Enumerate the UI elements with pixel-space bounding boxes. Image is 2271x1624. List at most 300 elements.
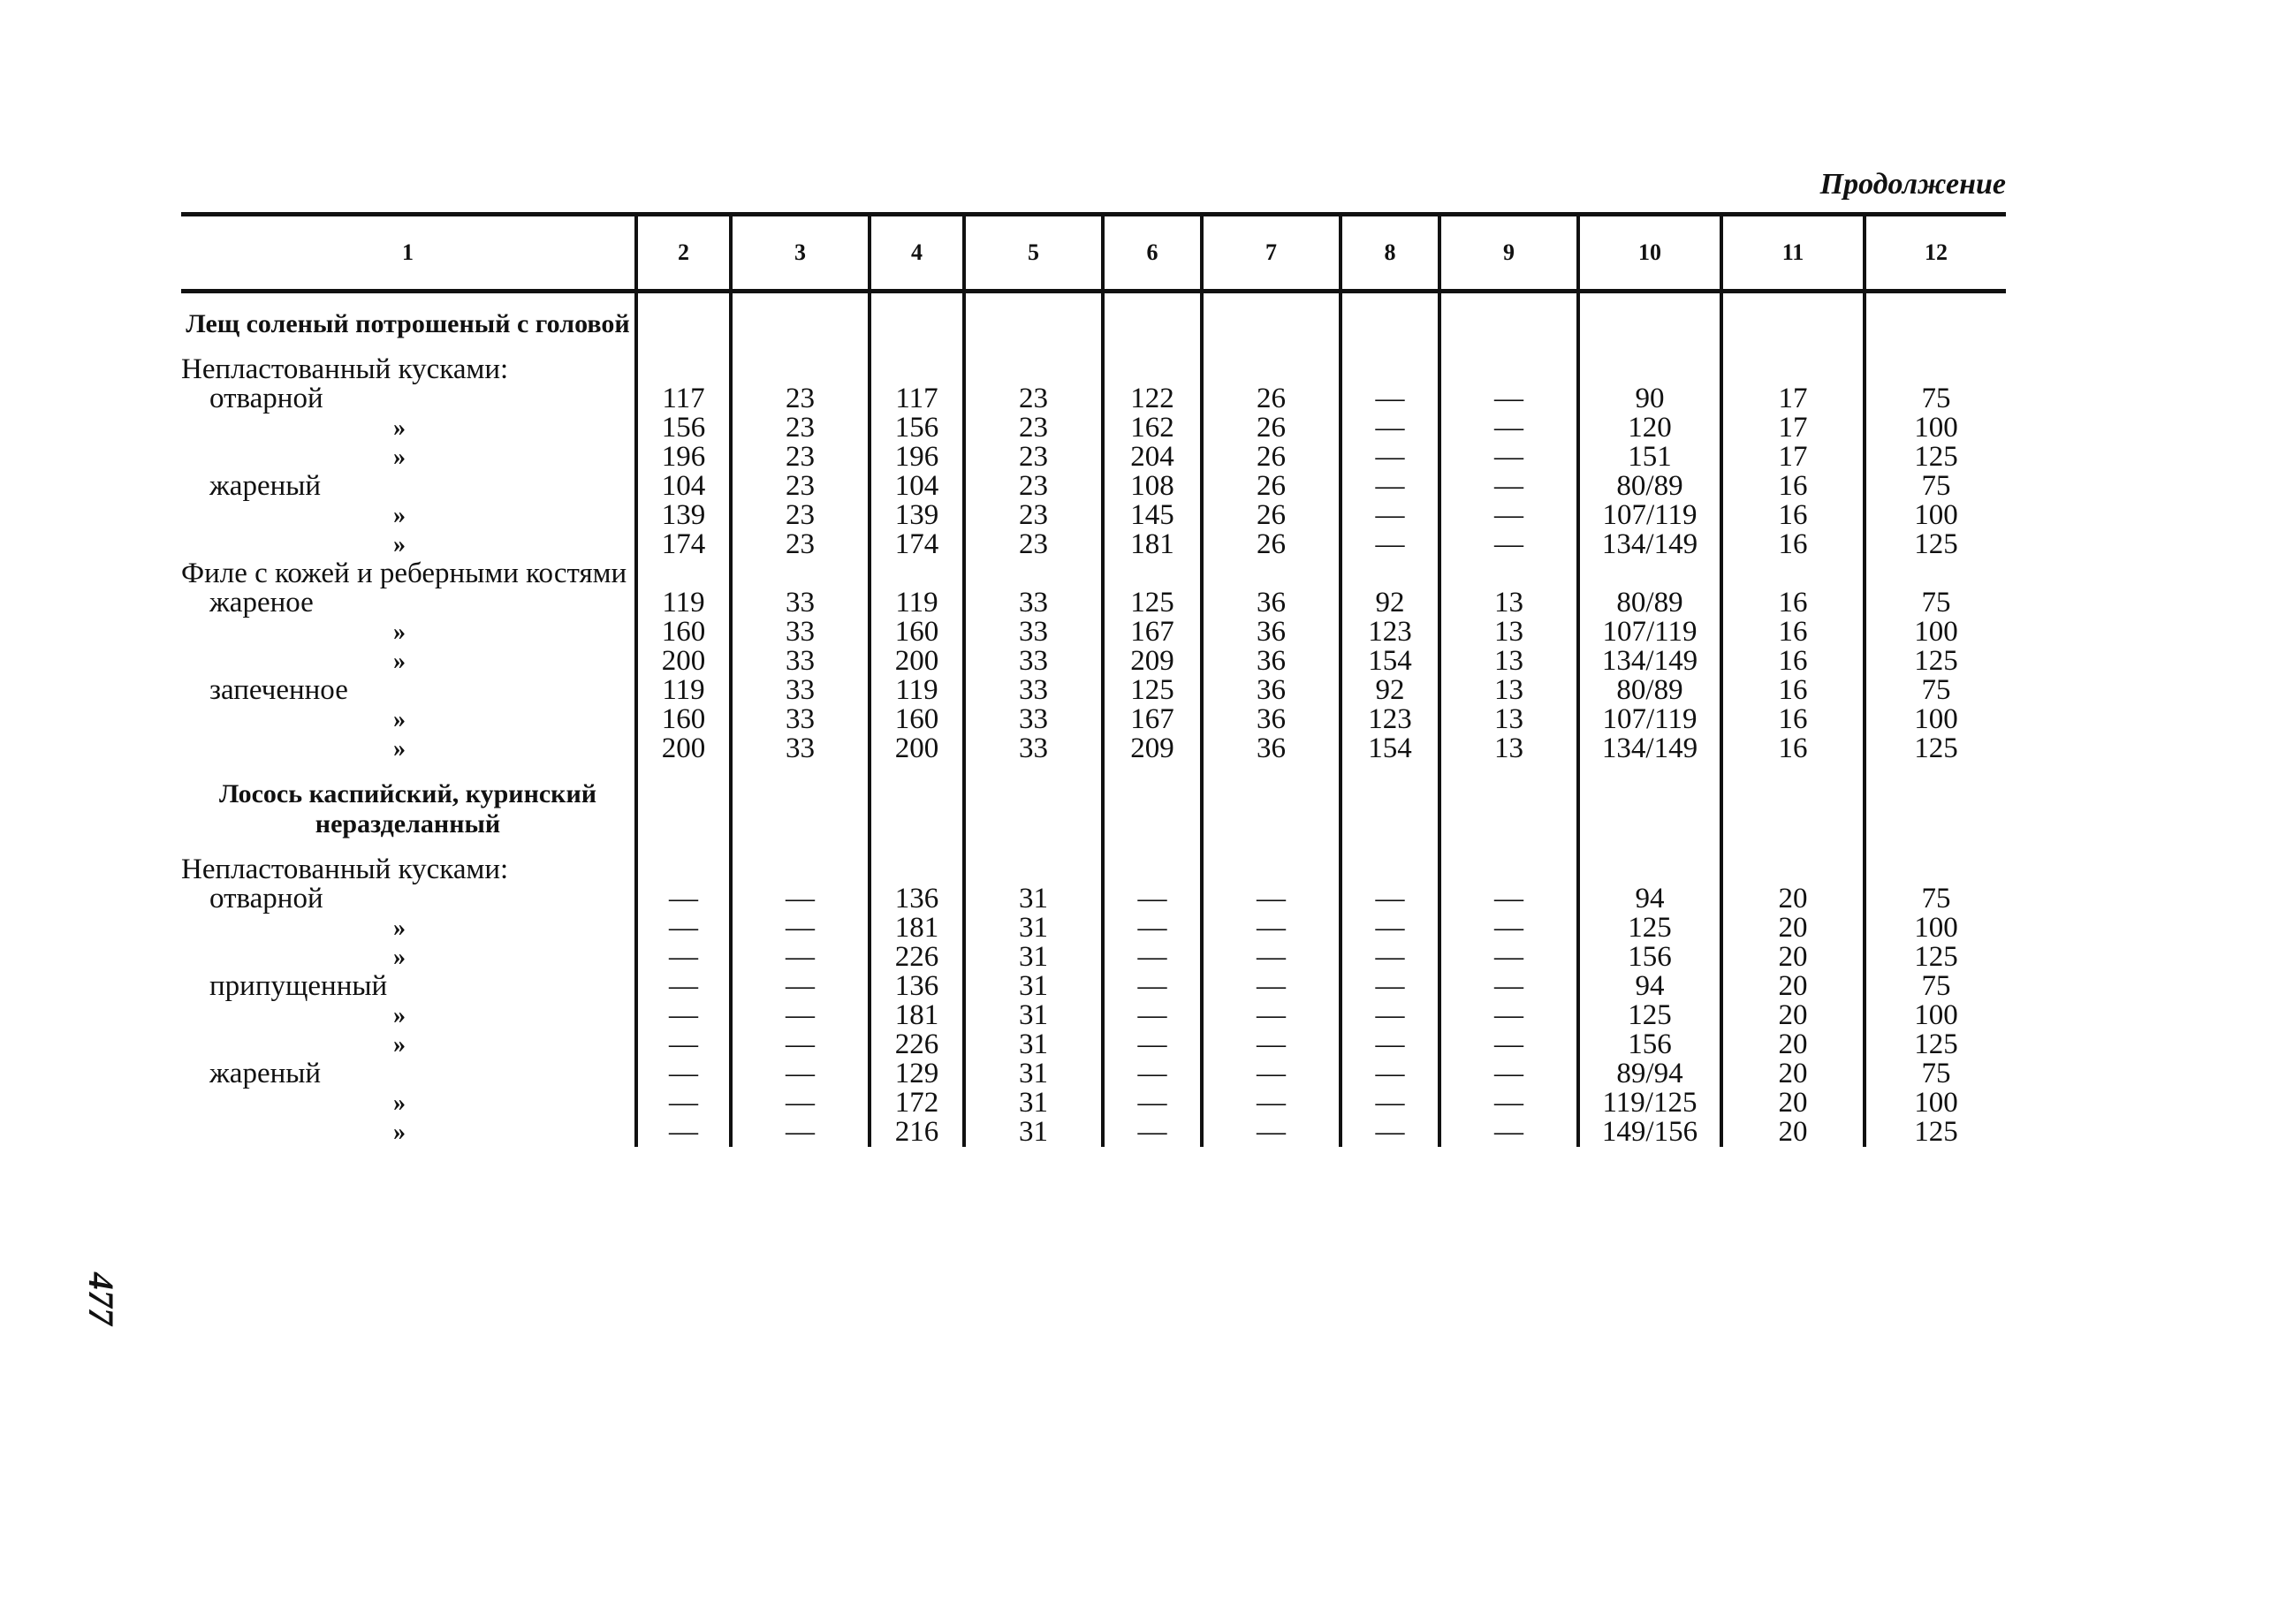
table-row: [181, 1059, 2006, 1089]
table-cell: —: [636, 1059, 731, 1089]
table-cell: 23: [731, 530, 870, 559]
table-cell: 23: [964, 472, 1103, 501]
table-cell: 33: [964, 647, 1103, 676]
table-cell: 23: [964, 501, 1103, 530]
empty-cell: [964, 779, 1103, 839]
empty-cell: [1202, 779, 1341, 839]
spacer-cell: [1865, 839, 2006, 855]
empty-cell: [1578, 779, 1721, 839]
table-cell: 31: [964, 972, 1103, 1001]
table-cell: —: [1341, 884, 1439, 914]
spacer-cell: [870, 293, 964, 309]
table-cell: 13: [1439, 734, 1578, 763]
table-cell: 16: [1721, 618, 1865, 647]
table-cell: 104: [636, 472, 731, 501]
table-row: [181, 355, 2006, 384]
table-cell: [1865, 559, 2006, 588]
table-cell: 160: [870, 705, 964, 734]
spacer-cell: [1865, 339, 2006, 355]
row-label: отварной: [209, 883, 323, 914]
table-cell: —: [636, 1030, 731, 1059]
table-cell: —: [636, 972, 731, 1001]
table-cell: 125: [1865, 530, 2006, 559]
table-cell: 156: [636, 414, 731, 443]
empty-cell: [1439, 779, 1578, 839]
table-cell: 31: [964, 1118, 1103, 1147]
table-cell: 156: [1578, 943, 1721, 972]
table-cell: —: [731, 884, 870, 914]
table-cell: 100: [1865, 1001, 2006, 1030]
table-cell: [964, 855, 1103, 884]
table-cell: —: [1202, 1118, 1341, 1147]
table-cell: 181: [870, 914, 964, 943]
table-cell: —: [1103, 914, 1202, 943]
table-cell: 149/156: [1578, 1118, 1721, 1147]
spacer-cell: [964, 839, 1103, 855]
table-cell: 75: [1865, 1059, 2006, 1089]
spacer-cell: [1439, 339, 1578, 355]
table-cell: [1341, 855, 1439, 884]
table-cell: 107/119: [1578, 618, 1721, 647]
table-cell: —: [1103, 1059, 1202, 1089]
ditto-mark: »: [393, 706, 406, 733]
table-row: [181, 914, 2006, 943]
table-cell: 23: [731, 414, 870, 443]
spacer-row: [181, 293, 2006, 309]
table-row: [181, 501, 2006, 530]
table-cell: 26: [1202, 530, 1341, 559]
spacer-cell: [870, 839, 964, 855]
table-cell: —: [1103, 1030, 1202, 1059]
table-cell: [1721, 559, 1865, 588]
table-cell: 125: [1865, 1030, 2006, 1059]
table-cell: 160: [636, 705, 731, 734]
row-label: запеченное: [209, 674, 348, 706]
table-row: [181, 676, 2006, 705]
data-table-body: [181, 293, 2006, 1147]
table-cell: —: [1103, 1118, 1202, 1147]
table-cell: [1202, 559, 1341, 588]
table-cell: 23: [731, 501, 870, 530]
table-cell: [1341, 559, 1439, 588]
spacer-cell: [731, 839, 870, 855]
table-cell: 100: [1865, 414, 2006, 443]
table-cell: 200: [870, 647, 964, 676]
empty-cell: [1721, 779, 1865, 839]
spacer-cell: [964, 763, 1103, 779]
spacer-cell: [636, 339, 731, 355]
table-cell: —: [1103, 1001, 1202, 1030]
table-cell: 31: [964, 1089, 1103, 1118]
column-header-10: 10: [1578, 216, 1721, 289]
spacer-cell: [1341, 763, 1439, 779]
table-cell: 94: [1578, 972, 1721, 1001]
table-cell: 31: [964, 1001, 1103, 1030]
column-header-7: 7: [1202, 216, 1341, 289]
table-cell: —: [1103, 943, 1202, 972]
table-cell: [1103, 355, 1202, 384]
table-cell: 20: [1721, 884, 1865, 914]
table-cell: 33: [731, 618, 870, 647]
table-row: [181, 443, 2006, 472]
empty-cell: [636, 779, 731, 839]
table-cell: [964, 559, 1103, 588]
table-cell: 200: [636, 734, 731, 763]
spacer-cell: [1103, 763, 1202, 779]
table-cell: —: [1202, 972, 1341, 1001]
table-cell: 139: [870, 501, 964, 530]
table-cell: —: [1341, 1030, 1439, 1059]
table-cell: 226: [870, 1030, 964, 1059]
header-row: [181, 216, 2006, 289]
table-cell: —: [1439, 530, 1578, 559]
table-cell: 16: [1721, 530, 1865, 559]
row-label: отварной: [209, 383, 323, 414]
table-cell: 20: [1721, 1089, 1865, 1118]
table-cell: 31: [964, 884, 1103, 914]
table-cell: 174: [636, 530, 731, 559]
table-cell: 75: [1865, 972, 2006, 1001]
empty-cell: [731, 309, 870, 339]
table-cell: 20: [1721, 1030, 1865, 1059]
section-title: Лосось каспийский, куринский неразделанный: [218, 779, 597, 839]
row-label: Непластованный кусками:: [181, 854, 509, 885]
table-cell: 125: [1865, 443, 2006, 472]
table-cell: —: [731, 943, 870, 972]
table-cell: 33: [731, 705, 870, 734]
table-cell: 33: [964, 705, 1103, 734]
table-row: [181, 384, 2006, 414]
spacer-cell: [1202, 763, 1341, 779]
table-cell: 36: [1202, 588, 1341, 618]
table-cell: 16: [1721, 501, 1865, 530]
table-cell: 33: [731, 588, 870, 618]
spacer-cell: [1202, 339, 1341, 355]
table-cell: —: [1439, 1059, 1578, 1089]
table-cell: 36: [1202, 618, 1341, 647]
empty-cell: [870, 309, 964, 339]
empty-cell: [1865, 309, 2006, 339]
table-cell: 129: [870, 1059, 964, 1089]
table-cell: 134/149: [1578, 530, 1721, 559]
empty-cell: [964, 309, 1103, 339]
table-cell: —: [1341, 914, 1439, 943]
table-cell: [1578, 855, 1721, 884]
table-cell: 16: [1721, 588, 1865, 618]
table-cell: 196: [870, 443, 964, 472]
table-cell: 125: [1865, 943, 2006, 972]
table-cell: —: [1202, 1001, 1341, 1030]
table-cell: 216: [870, 1118, 964, 1147]
table-cell: —: [1341, 1089, 1439, 1118]
empty-cell: [636, 309, 731, 339]
spacer-cell: [731, 339, 870, 355]
table-row: [181, 972, 2006, 1001]
table-cell: —: [1103, 1089, 1202, 1118]
table-cell: 80/89: [1578, 588, 1721, 618]
table-cell: 13: [1439, 676, 1578, 705]
table-cell: 31: [964, 1030, 1103, 1059]
table-cell: —: [731, 972, 870, 1001]
table-cell: 181: [1103, 530, 1202, 559]
spacer-cell: [1341, 293, 1439, 309]
ditto-mark: »: [393, 1031, 406, 1059]
table-cell: 200: [870, 734, 964, 763]
table-cell: 181: [870, 1001, 964, 1030]
spacer-cell: [731, 293, 870, 309]
table-cell: [870, 559, 964, 588]
row-label: жареный: [209, 470, 322, 502]
spacer-cell: [1578, 339, 1721, 355]
spacer-cell: [1439, 763, 1578, 779]
table-row: [181, 1030, 2006, 1059]
table-cell: 16: [1721, 647, 1865, 676]
ditto-mark: »: [393, 618, 406, 646]
table-cell: 16: [1721, 734, 1865, 763]
table-cell: —: [731, 1059, 870, 1089]
spacer-cell: [1865, 293, 2006, 309]
empty-cell: [1341, 779, 1439, 839]
table-cell: —: [1439, 1118, 1578, 1147]
table-cell: 104: [870, 472, 964, 501]
spacer-cell: [1578, 293, 1721, 309]
section-title-row: [181, 309, 2006, 339]
table-row: [181, 530, 2006, 559]
table-cell: 107/119: [1578, 705, 1721, 734]
table-cell: 23: [731, 384, 870, 414]
table-cell: 92: [1341, 588, 1439, 618]
table-cell: —: [1202, 914, 1341, 943]
table-cell: [1721, 355, 1865, 384]
spacer-cell: [1578, 763, 1721, 779]
table-cell: 26: [1202, 501, 1341, 530]
table-cell: 17: [1721, 443, 1865, 472]
table-cell: [1578, 355, 1721, 384]
column-header-3: 3: [731, 216, 870, 289]
spacer-cell: [181, 763, 636, 779]
spacer-cell: [1578, 839, 1721, 855]
table-cell: [1578, 559, 1721, 588]
table-cell: 75: [1865, 676, 2006, 705]
table-cell: 13: [1439, 647, 1578, 676]
table-cell: —: [1439, 1001, 1578, 1030]
table-cell: —: [1341, 1059, 1439, 1089]
table-cell: 90: [1578, 384, 1721, 414]
spacer-cell: [1103, 839, 1202, 855]
table-cell: 136: [870, 972, 964, 1001]
table-cell: 92: [1341, 676, 1439, 705]
table-cell: 119: [636, 676, 731, 705]
table-cell: 167: [1103, 618, 1202, 647]
table-cell: [636, 355, 731, 384]
row-label: Филе с кожей и реберными костями: [181, 558, 627, 589]
table-cell: [731, 559, 870, 588]
spacer-cell: [1103, 293, 1202, 309]
table-cell: 107/119: [1578, 501, 1721, 530]
table-cell: 156: [870, 414, 964, 443]
table-row: [181, 588, 2006, 618]
data-table: [181, 216, 2006, 289]
table-cell: 31: [964, 914, 1103, 943]
table-cell: 75: [1865, 588, 2006, 618]
table-cell: [1865, 855, 2006, 884]
ditto-mark: »: [393, 531, 406, 558]
table-row: [181, 1089, 2006, 1118]
table-cell: —: [636, 1118, 731, 1147]
table-cell: —: [1341, 384, 1439, 414]
table-cell: 139: [636, 501, 731, 530]
table-cell: 26: [1202, 384, 1341, 414]
table-cell: —: [1439, 972, 1578, 1001]
table-cell: —: [1439, 884, 1578, 914]
table-cell: 100: [1865, 705, 2006, 734]
table-cell: —: [731, 1089, 870, 1118]
table-cell: 16: [1721, 676, 1865, 705]
table-cell: —: [636, 943, 731, 972]
table-cell: 119/125: [1578, 1089, 1721, 1118]
table-row: [181, 618, 2006, 647]
table-row: [181, 647, 2006, 676]
ditto-mark: »: [393, 444, 406, 471]
table-cell: 100: [1865, 618, 2006, 647]
table-cell: —: [1439, 1089, 1578, 1118]
table-cell: 226: [870, 943, 964, 972]
table-cell: 209: [1103, 647, 1202, 676]
empty-cell: [870, 779, 964, 839]
table-cell: 75: [1865, 884, 2006, 914]
table-cell: —: [1202, 943, 1341, 972]
table-cell: [1103, 559, 1202, 588]
table-cell: [1721, 855, 1865, 884]
spacer-cell: [1202, 293, 1341, 309]
spacer-cell: [964, 339, 1103, 355]
empty-cell: [1865, 779, 2006, 839]
spacer-cell: [870, 763, 964, 779]
table-cell: 134/149: [1578, 647, 1721, 676]
table-cell: [1202, 855, 1341, 884]
spacer-cell: [1341, 839, 1439, 855]
table-cell: —: [1202, 1089, 1341, 1118]
table-cell: 108: [1103, 472, 1202, 501]
table-cell: [1341, 355, 1439, 384]
table-cell: 125: [1865, 1118, 2006, 1147]
table-cell: —: [1341, 1001, 1439, 1030]
table-cell: 120: [1578, 414, 1721, 443]
table-cell: [636, 855, 731, 884]
table-cell: —: [1202, 884, 1341, 914]
table-cell: 75: [1865, 384, 2006, 414]
table-cell: 125: [1865, 647, 2006, 676]
table-cell: —: [636, 1001, 731, 1030]
row-label: жареное: [209, 587, 314, 618]
table-cell: 16: [1721, 472, 1865, 501]
table-cell: 20: [1721, 943, 1865, 972]
table-cell: 125: [1578, 914, 1721, 943]
table-cell: 154: [1341, 734, 1439, 763]
table-cell: [731, 355, 870, 384]
table-row: [181, 884, 2006, 914]
table-cell: 13: [1439, 588, 1578, 618]
table-row: [181, 414, 2006, 443]
spacer-cell: [964, 293, 1103, 309]
table-cell: —: [1341, 443, 1439, 472]
table-cell: —: [1439, 414, 1578, 443]
column-header-5: 5: [964, 216, 1103, 289]
column-header-2: 2: [636, 216, 731, 289]
table-cell: 123: [1341, 618, 1439, 647]
ditto-mark: »: [393, 1002, 406, 1029]
table-cell: [870, 855, 964, 884]
table-cell: —: [636, 1089, 731, 1118]
table-cell: 119: [870, 588, 964, 618]
table-cell: —: [1341, 414, 1439, 443]
table-cell: 33: [731, 647, 870, 676]
table-cell: —: [1341, 943, 1439, 972]
table-cell: —: [636, 884, 731, 914]
table-cell: 151: [1578, 443, 1721, 472]
table-cell: —: [1439, 943, 1578, 972]
table-cell: —: [1439, 472, 1578, 501]
page-number: 477: [81, 1272, 121, 1325]
table-cell: [1439, 855, 1578, 884]
table-cell: 13: [1439, 705, 1578, 734]
empty-cell: [1439, 309, 1578, 339]
table-row: [181, 1118, 2006, 1147]
spacer-cell: [1439, 839, 1578, 855]
table-cell: —: [731, 914, 870, 943]
table-cell: 33: [964, 588, 1103, 618]
table-cell: [1439, 355, 1578, 384]
spacer-cell: [1721, 339, 1865, 355]
table-cell: 167: [1103, 705, 1202, 734]
table-row: [181, 705, 2006, 734]
table-cell: 26: [1202, 443, 1341, 472]
table-cell: [870, 355, 964, 384]
table-cell: 136: [870, 884, 964, 914]
section-title: Лещ соленый потрошеный с головой: [186, 309, 630, 338]
data-table-wrapper: [181, 212, 2006, 1147]
table-cell: 145: [1103, 501, 1202, 530]
table-cell: 100: [1865, 1089, 2006, 1118]
table-cell: 174: [870, 530, 964, 559]
column-header-8: 8: [1341, 216, 1439, 289]
empty-cell: [1103, 309, 1202, 339]
table-cell: [964, 355, 1103, 384]
ditto-mark: »: [393, 914, 406, 942]
table-cell: 26: [1202, 472, 1341, 501]
table-cell: 36: [1202, 676, 1341, 705]
table-cell: 134/149: [1578, 734, 1721, 763]
table-cell: 20: [1721, 1001, 1865, 1030]
table-row: [181, 855, 2006, 884]
spacer-cell: [636, 763, 731, 779]
table-row: [181, 472, 2006, 501]
table-cell: 31: [964, 943, 1103, 972]
table-cell: 33: [964, 618, 1103, 647]
table-cell: 125: [1578, 1001, 1721, 1030]
table-cell: 36: [1202, 705, 1341, 734]
table-cell: 200: [636, 647, 731, 676]
table-cell: —: [1439, 501, 1578, 530]
spacer-cell: [636, 293, 731, 309]
spacer-cell: [1865, 763, 2006, 779]
spacer-cell: [1721, 763, 1865, 779]
column-header-6: 6: [1103, 216, 1202, 289]
ditto-mark: »: [393, 1089, 406, 1117]
table-cell: 31: [964, 1059, 1103, 1089]
row-label: Непластованный кусками:: [181, 353, 509, 385]
empty-cell: [1721, 309, 1865, 339]
